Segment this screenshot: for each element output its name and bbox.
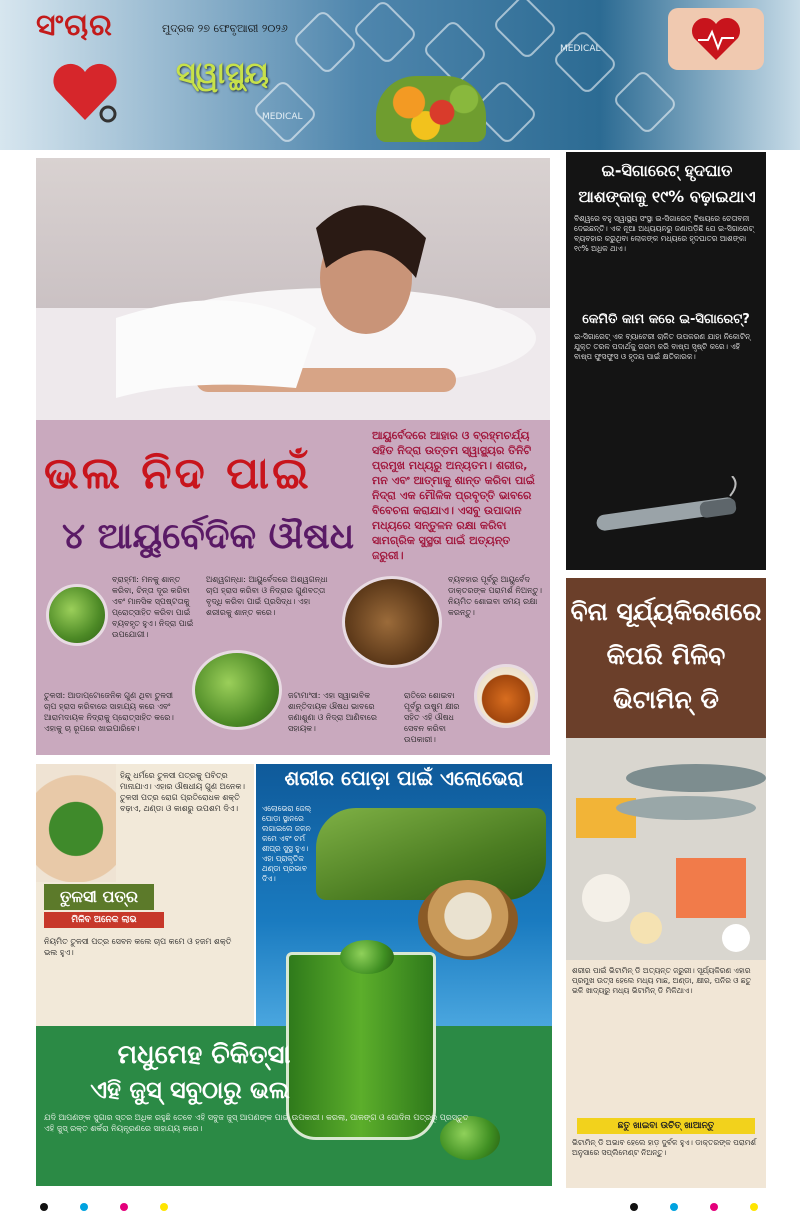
ecig-subheadline: କେମିତି କାମ କରେ ଇ-ସିଗାରେଟ୍?: [582, 312, 750, 327]
ecig-headline: ଇ-ସିଗାରେଟ୍ ହୃଦଘାତ ଆଶଙ୍କାକୁ ୧୯% ବଢ଼ାଇଥାଏ: [578, 161, 756, 206]
brahmi-image: [46, 584, 108, 646]
diabetes-subheadline: ଏହି ଜୁସ୍ ସବୁଠାରୁ ଭଲ: [90, 1076, 290, 1104]
tulsi-hands-photo: [36, 764, 116, 882]
registration-dot: [630, 1203, 638, 1211]
registration-dot: [750, 1203, 758, 1211]
hands-heart-icon: [668, 8, 764, 70]
vitamin-d-foods-photo: [566, 738, 766, 960]
aloe-vera-photo: [316, 808, 546, 900]
tulsi-body-2: ନିୟମିତ ତୁଳସୀ ପତ୍ର ସେବନ କଲେ ଚାପ କମେ ଓ ହଜମ ଶକ୍ତି ଭଲ ହୁଏ।: [44, 937, 232, 957]
ecig-body-1: ବିଶ୍ୱରେ ବହୁ ସ୍ୱାସ୍ଥ୍ୟ ସଂସ୍ଥା ଇ-ସିଗାରେଟ୍ ବିଷୟରେ ଚେତାବନୀ ଦେଇଛନ୍ତି। ଏକ ନୂଆ ଅଧ୍ୟୟନରୁ ଜଣାପଡ଼ିଛି ଯେ ଇ-ସିଗାରେଟ୍ ବ୍ୟବହାର କରୁଥିବା ଲୋକଙ୍କ ମଧ୍ୟରେ ହୃଦଘାତର ଆଶଙ୍କା ୧୯% ଅଧିକ ଥାଏ।: [574, 214, 754, 253]
registration-dot: [40, 1203, 48, 1211]
vitamin-d-headline: ବିନା ସୂର୍ଯ୍ୟକିରଣରେ କିପରି ମିଳିବ ଭିଟାମିନ୍ ଡି: [570, 597, 762, 714]
registration-dot: [710, 1203, 718, 1211]
lead-intro: ଆୟୁର୍ବେଦରେ ଆହାର ଓ ବ୍ରହ୍ମଚର୍ଯ୍ୟ ସହିତ ନିଦ୍ରା ଉତ୍ତମ ସ୍ୱାସ୍ଥ୍ୟର ତିନିଟି ପ୍ରମୁଖ ମଧ୍ୟରୁ ଅନ୍ୟତମ। ଶରୀର, ମନ ଏବଂ ଆତ୍ମାକୁ ଶାନ୍ତ କରିବା ପାଇଁ ନିଦ୍ରା ଏକ ମୌଳିକ ପ୍ରବୃତ୍ତି ଭାବରେ ବିବେଚନା କରାଯାଏ। ଏସବୁ ଉପାଦାନ ମଧ୍ୟରେ ସନ୍ତୁଳନ ରକ୍ଷା କରିବା ସାମଗ୍ରିକ ସୁସ୍ଥତା ପାଇଁ ଅତ୍ୟନ୍ତ ଜରୁରୀ।: [372, 429, 535, 562]
lead-col2-a: ଅଶ୍ୱଗନ୍ଧା: ଆୟୁର୍ବେଦରେ ଅଶ୍ୱଗନ୍ଧା ଚାପ ହ୍ରାସ କରିବା ଓ ନିଦ୍ରାର ଗୁଣବତ୍ତା ବୃଦ୍ଧି କରିବା ପାଇଁ ପ୍ରସିଦ୍ଧ। ଏହା ଶରୀରକୁ ଶାନ୍ତ କରେ।: [206, 575, 328, 617]
registration-dot: [160, 1203, 168, 1211]
ashwagandha-root-image: [342, 576, 442, 668]
lead-col1-b: ତୁଳସୀ: ଆଡାପ୍ଟୋଜେନିକ ଗୁଣ ଥିବା ତୁଳସୀ ଚାପ ହ୍ରାସ କରିବାରେ ସାହାଯ୍ୟ କରେ ଏବଂ ଆରାମଦାୟକ ନିଦ୍ରାକୁ ପ୍ରୋତ୍ସାହିତ କରେ। ଏହାକୁ ଚା ରୂପରେ ଖାଇପାରିବେ।: [44, 691, 174, 733]
section-title: ସ୍ୱାସ୍ଥ୍ୟ: [176, 56, 269, 91]
vitamin-d-body: ଶରୀର ପାଇଁ ଭିଟାମିନ୍ ଡି ଅତ୍ୟନ୍ତ ଜରୁରୀ। ସୂର୍ଯ୍ୟକିରଣ ଏହାର ପ୍ରମୁଖ ଉତ୍ସ ହେଲେ ମଧ୍ୟ ମାଛ, ଅଣ୍ଡା, କ୍ଷୀର, ପନିର ଓ ଛତୁ ଭଳି ଖାଦ୍ୟରୁ ମଧ୍ୟ ଭିଟାମିନ୍ ଡି ମିଳିଥାଏ।: [572, 966, 751, 995]
vitamin-d-body-2: ଭିଟାମିନ୍ ଡି ଅଭାବ ହେଲେ ହାଡ଼ ଦୁର୍ବଳ ହୁଏ। ଡାକ୍ତରଙ୍କ ପରାମର୍ଶ ଅନୁସାରେ ସପ୍ଲିମେଣ୍ଟ ନିଅନ୍ତୁ।: [572, 1138, 756, 1157]
tulsi-leaf-image: [192, 650, 282, 730]
lead-subheadline: ୪ ଆୟୁର୍ବେଦିକ ଔଷଧ: [62, 516, 355, 557]
registration-dot: [120, 1203, 128, 1211]
diabetes-headline: ମଧୁମେହ ଚିକିତ୍ସା: [117, 1040, 291, 1070]
registration-dot: [670, 1203, 678, 1211]
aloe-gel-bowl: [418, 880, 518, 960]
medical-label-2: MEDICAL: [560, 44, 601, 54]
lead-col3-b: ରାତିରେ ଶୋଇବା ପୂର୍ବରୁ ଉଷୁମ କ୍ଷୀର ସହିତ ଏହି ଔଷଧ ସେବନ କରିବା ଉପକାରୀ।: [404, 691, 460, 744]
tulsi-body: ହିନ୍ଦୁ ଧର୍ମରେ ତୁଳସୀ ପତ୍ରକୁ ପବିତ୍ର ମାନାଯାଏ। ଏହାର ଔଷଧୀୟ ଗୁଣ ଅନେକ। ତୁଳସୀ ପତ୍ର ରୋଗ ପ୍ରତିରୋଧକ ଶକ୍ତି ବଢ଼ାଏ, ଥଣ୍ଡା ଓ କାଶରୁ ଉପଶମ ଦିଏ।: [120, 771, 245, 813]
e-cigarette-image: [590, 476, 750, 546]
registration-dot: [80, 1203, 88, 1211]
issue-date: ମୁଦ୍ରକ ୨୭ ଫେବୃଆରୀ ୨୦୨୬: [162, 22, 288, 35]
tulsi-subheadline: ମିଳିବ ଅନେକ ଲାଭ: [44, 912, 164, 928]
mint-leaves-top: [340, 940, 394, 974]
sleeping-woman-photo: [36, 158, 550, 420]
herbal-tea-image: [474, 664, 538, 728]
lead-col2-b: ଜଟାମାଂସୀ: ଏହା ସ୍ୱାଭାବିକ ଶାନ୍ତିଦାୟକ ଔଷଧ ଭାବରେ ଜଣାଶୁଣା ଓ ନିଦ୍ରା ଆଣିବାରେ ସହାୟକ।: [288, 691, 377, 733]
lead-col1-a: ବ୍ରାହ୍ମୀ: ମନକୁ ଶାନ୍ତ କରିବା, ଚିନ୍ତା ଦୂର କରିବା ଏବଂ ମାନସିକ ସ୍ପଷ୍ଟତାକୁ ପ୍ରୋତ୍ସାହିତ କରିବା ପାଇଁ ବ୍ୟବହୃତ ହୁଏ। ନିଦ୍ରା ପାଇଁ ଉପଯୋଗୀ।: [112, 575, 194, 639]
lead-headline: ଭଲ ନିଦ ପାଇଁ: [44, 448, 312, 499]
fruit-basket-image: [376, 76, 486, 142]
brand-logo: ସଂଚାର: [36, 8, 113, 43]
lead-col3-a: ବ୍ୟବହାର ପୂର୍ବରୁ ଆୟୁର୍ବେଦ ଡାକ୍ତରଙ୍କ ପରାମର୍ଶ ନିଅନ୍ତୁ। ନିୟମିତ ଶୋଇବା ସମୟ ରକ୍ଷା କରନ୍ତୁ।: [448, 575, 542, 617]
ecig-body-2: ଇ-ସିଗାରେଟ୍ ଏକ ବ୍ୟାଟେରୀ ଚାଳିତ ଉପକରଣ ଯାହା ନିକୋଟିନ୍ ଯୁକ୍ତ ତରଳ ପଦାର୍ଥକୁ ଗରମ କରି ବାଷ୍ପ ସୃଷ୍ଟି କରେ। ଏହି ବାଷ୍ପ ଫୁସଫୁସ ଓ ହୃଦୟ ପାଇଁ କ୍ଷତିକାରକ।: [574, 332, 751, 361]
medical-label: MEDICAL: [262, 112, 303, 122]
heart-stethoscope-icon: [50, 60, 120, 124]
vitamin-d-tip: ଛତୁ ଖାଇବା ଉଚିତ୍ ଖାଆନ୍ତୁ: [577, 1118, 755, 1134]
tulsi-headline: ତୁଳସୀ ପତ୍ର: [44, 884, 154, 910]
aloe-headline: ଶରୀର ପୋଡ଼ା ପାଇଁ ଏଲୋଭେରା: [284, 766, 524, 790]
aloe-body: ଏଲୋଭେରା ଜେଲ୍ ପୋଡ଼ା ସ୍ଥାନରେ ଲଗାଇଲେ ଜଳନ କମେ ଏବଂ ଚର୍ମ ଶୀଘ୍ର ସୁସ୍ଥ ହୁଏ। ଏହା ପ୍ରାକୃତିକ ଥଣ୍ଡା ପ୍ରଭାବ ଦିଏ।: [262, 804, 312, 883]
diabetes-body: ଯଦି ଆପଣଙ୍କ ସୁଗାର ସ୍ତର ଅଧିକ ରହୁଛି ତେବେ ଏହି ସବୁଜ ଜୁସ୍ ଆପଣଙ୍କ ପାଇଁ ଉପକାରୀ। କରଲା, ପାଳଙ୍ଗ ଓ ପୋଦିନା ପତ୍ରରୁ ପ୍ରସ୍ତୁତ ଏହି ଜୁସ୍ ରକ୍ତ ଶର୍କରା ନିୟନ୍ତ୍ରଣରେ ସାହାଯ୍ୟ କରେ।: [44, 1113, 469, 1133]
